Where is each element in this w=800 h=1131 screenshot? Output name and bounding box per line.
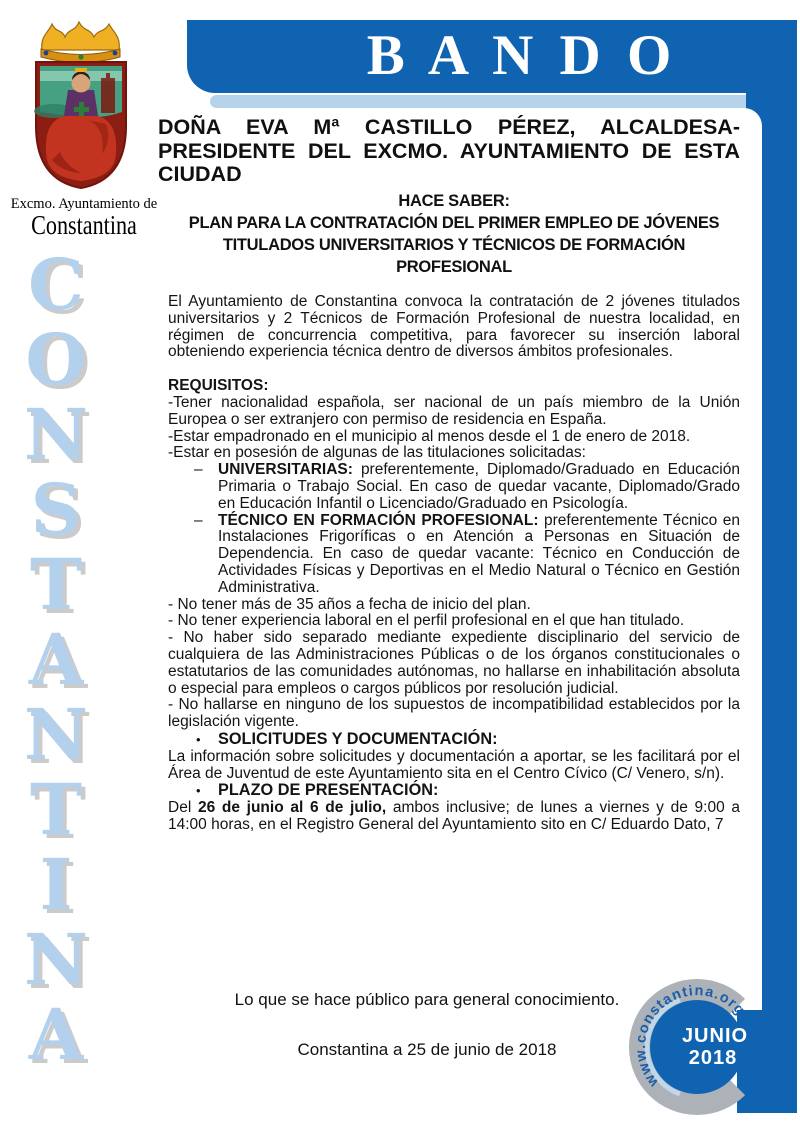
- requisito-item: -Tener nacionalidad española, ser nacional de un país miembro de la Unión Europea o ser extranjero con permiso de residencia en España.: [168, 393, 740, 428]
- solicitudes-heading: [168, 731, 740, 749]
- tower-icon: [101, 73, 115, 113]
- stamp-year: 2018: [688, 1047, 738, 1069]
- requisito-item: -Estar empadronado en el municipio al menos desde el 1 de enero de 2018.: [168, 427, 691, 445]
- plazo-label: PLAZO DE PRESENTACIÓN:: [218, 781, 439, 800]
- watermark-letter: N: [24, 693, 88, 776]
- requisitos-heading: REQUISITOS:: [168, 377, 269, 395]
- titulacion-lead: UNIVERSITARIAS:: [218, 461, 353, 479]
- figure-crown-icon: [75, 68, 87, 72]
- condicion-item: - No tener experiencia laboral en el perfil profesional en el que han titulado.: [168, 612, 685, 630]
- requisito-item: -Estar en posesión de algunas de las titulaciones solicitadas:: [168, 444, 586, 462]
- plan-title: [168, 212, 740, 278]
- watermark-letter: O: [25, 318, 87, 401]
- notice-body: [168, 294, 740, 834]
- bullet-icon: •: [196, 783, 201, 799]
- titulacion-text: preferentemente Técnico en Instalaciones Frigoríficas o en Atención a Personas en Situación de Dependencia. En caso de quedar vacante: Técnico en Conducción de Actividades Físicas y Deportivas en el Medio Natural o Técnico en Gestión Administrativa.: [218, 511, 741, 596]
- banner-shadow-strip: [210, 95, 756, 108]
- solicitudes-paragraph: La información sobre solicitudes y documentación a aportar, se les facilitará por el Área de Juventud de este Ayuntamiento sita en el Centro Cívico (C/ Venero, s/n).: [168, 747, 740, 782]
- crown-jewel-icon: [44, 51, 49, 56]
- condicion-item: - No haber sido separado mediante expediente disciplinario del servicio de cualquiera de las Administraciones Públicas o de los órganos constitucionales o estatutarios de las comunidades autónomas, no hallarse en inhabilitación absoluta o especial para empleos o cargos públicos por resolución judicial.: [168, 629, 740, 697]
- watermark-letter: I: [39, 843, 73, 926]
- stamp-url-text: www.constantina.org: [632, 982, 749, 1090]
- coat-of-arms: [22, 20, 140, 192]
- plan-title-line: PROFESIONAL: [396, 258, 512, 276]
- watermark-letter: A: [28, 993, 84, 1076]
- mayor-heading: DOÑA EVA Mª CASTILLO PÉREZ, ALCALDESA-PRESIDENTE DEL EXCMO. AYUNTAMIENTO DE ESTA CIUDAD: [158, 115, 740, 186]
- plazo-paragraph: [168, 800, 740, 834]
- watermark-letter: N: [24, 918, 88, 1001]
- date-stamp: [600, 960, 800, 1131]
- watermark-letter: C: [28, 243, 84, 326]
- crest-org-name: Constantina: [31, 210, 137, 240]
- condicion-item: - No tener más de 35 años a fecha de inicio del plan.: [168, 595, 531, 613]
- plazo-prefix: Del: [168, 799, 198, 817]
- stamp-month: JUNIO: [681, 1025, 749, 1047]
- plan-title-line: PLAN PARA LA CONTRATACIÓN DEL PRIMER EMPLEO DE JÓVENES: [188, 214, 720, 232]
- plazo-dates: 26 de junio al 6 de julio,: [197, 799, 387, 817]
- titulacion-item: [168, 513, 740, 597]
- dash-icon: –: [194, 511, 203, 529]
- plazo-rest: ambos inclusive; de lunes a viernes y de 9:00 a 14:00 horas, en el Registro General del Ayuntamiento sito en C/ Eduardo Dato, 7: [168, 799, 741, 833]
- intro-paragraph: El Ayuntamiento de Constantina convoca la contratación de 2 jóvenes titulados universitarios y 2 Técnicos de Formación Profesional de nuestra localidad, en régimen de concurrencia competitiva, para favorecer su inserción laboral obteniendo experiencia técnica dentro de diversos ámbitos profesionales.: [168, 293, 740, 361]
- titulacion-item: [168, 462, 740, 512]
- titulacion-lead: TÉCNICO EN FORMACIÓN PROFESIONAL:: [218, 511, 539, 529]
- crown-jewel-icon: [113, 51, 118, 56]
- watermark-letter: T: [29, 543, 83, 626]
- bando-title: B A N D O: [366, 24, 678, 87]
- plan-title-line: TITULADOS UNIVERSITARIOS Y TÉCNICOS DE FORMACIÓN: [222, 236, 686, 254]
- watermark-letter: T: [29, 768, 83, 851]
- crown-jewel-icon: [78, 54, 83, 59]
- crown-spikes-icon: [42, 22, 120, 50]
- condicion-item: - No hallarse en ninguno de los supuestos de incompatibilidad establecidos por la legislación vigente.: [168, 696, 740, 731]
- date-line: Constantina a 25 de junio de 2018: [297, 1040, 557, 1059]
- bullet-icon: •: [196, 731, 201, 747]
- crest-caption-line: Excmo. Ayuntamiento de: [10, 196, 158, 212]
- titulacion-text: preferentemente, Diplomado/Graduado en Educación Primaria o Trabajo Social. En caso de quedar vacante, Diplomado/Grado en Educación Infantil o Licenciado/Graduado en Psicología.: [218, 461, 740, 512]
- dash-icon: –: [194, 461, 203, 479]
- watermark-letter: A: [28, 618, 84, 701]
- plazo-heading: [168, 782, 740, 800]
- hace-saber-heading: HACE SABER:: [398, 192, 510, 210]
- constantina-watermark: [0, 243, 112, 1076]
- solicitudes-label: SOLICITUDES Y DOCUMENTACIÓN:: [218, 729, 498, 748]
- watermark-letter: N: [24, 393, 88, 476]
- watermark-letter: S: [30, 468, 82, 551]
- bando-banner: [187, 20, 797, 93]
- public-notice-line: Lo que se hace público para general conocimiento.: [234, 990, 620, 1009]
